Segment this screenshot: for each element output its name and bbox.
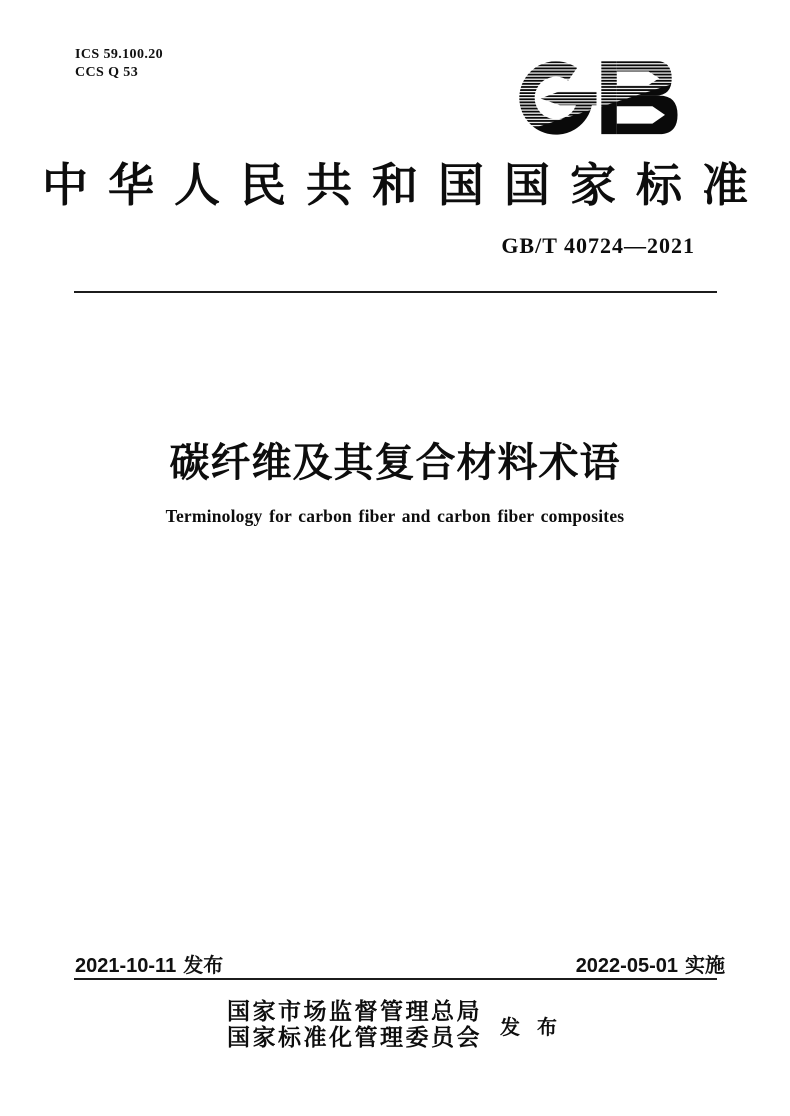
- classification-codes: [75, 46, 163, 82]
- issue-date-label: 发布: [183, 955, 224, 977]
- bottom-divider: [74, 978, 717, 980]
- publish-label: 发 布: [500, 1016, 563, 1039]
- publisher-block: [0, 999, 790, 1051]
- ics-code: ICS 59.100.20: [75, 47, 164, 62]
- issuer-line-1: 国家市场监督管理总局: [227, 999, 482, 1024]
- issue-date: 2021-10-11: [75, 955, 177, 977]
- standard-number: GB/T 40724—2021: [501, 233, 695, 258]
- document-title-zh: 碳纤维及其复合材料术语: [169, 441, 621, 485]
- ccs-code: CCS Q 53: [75, 65, 139, 80]
- issuer-line-2: 国家标准化管理委员会: [227, 1025, 482, 1050]
- effective-date: 2022-05-01: [575, 955, 678, 977]
- effective-date-label: 实施: [685, 955, 725, 977]
- gb-logo-icon: [514, 57, 679, 139]
- effective-date-group: [576, 949, 725, 978]
- national-standard-title: 中华人民共和国国家标准: [42, 160, 768, 211]
- issuer-names: [227, 999, 482, 1051]
- issue-date-group: [75, 949, 223, 978]
- document-title-en: Terminology for carbon fiber and carbon fiber composites: [165, 506, 625, 526]
- date-row: [75, 949, 725, 978]
- top-divider: [74, 291, 717, 293]
